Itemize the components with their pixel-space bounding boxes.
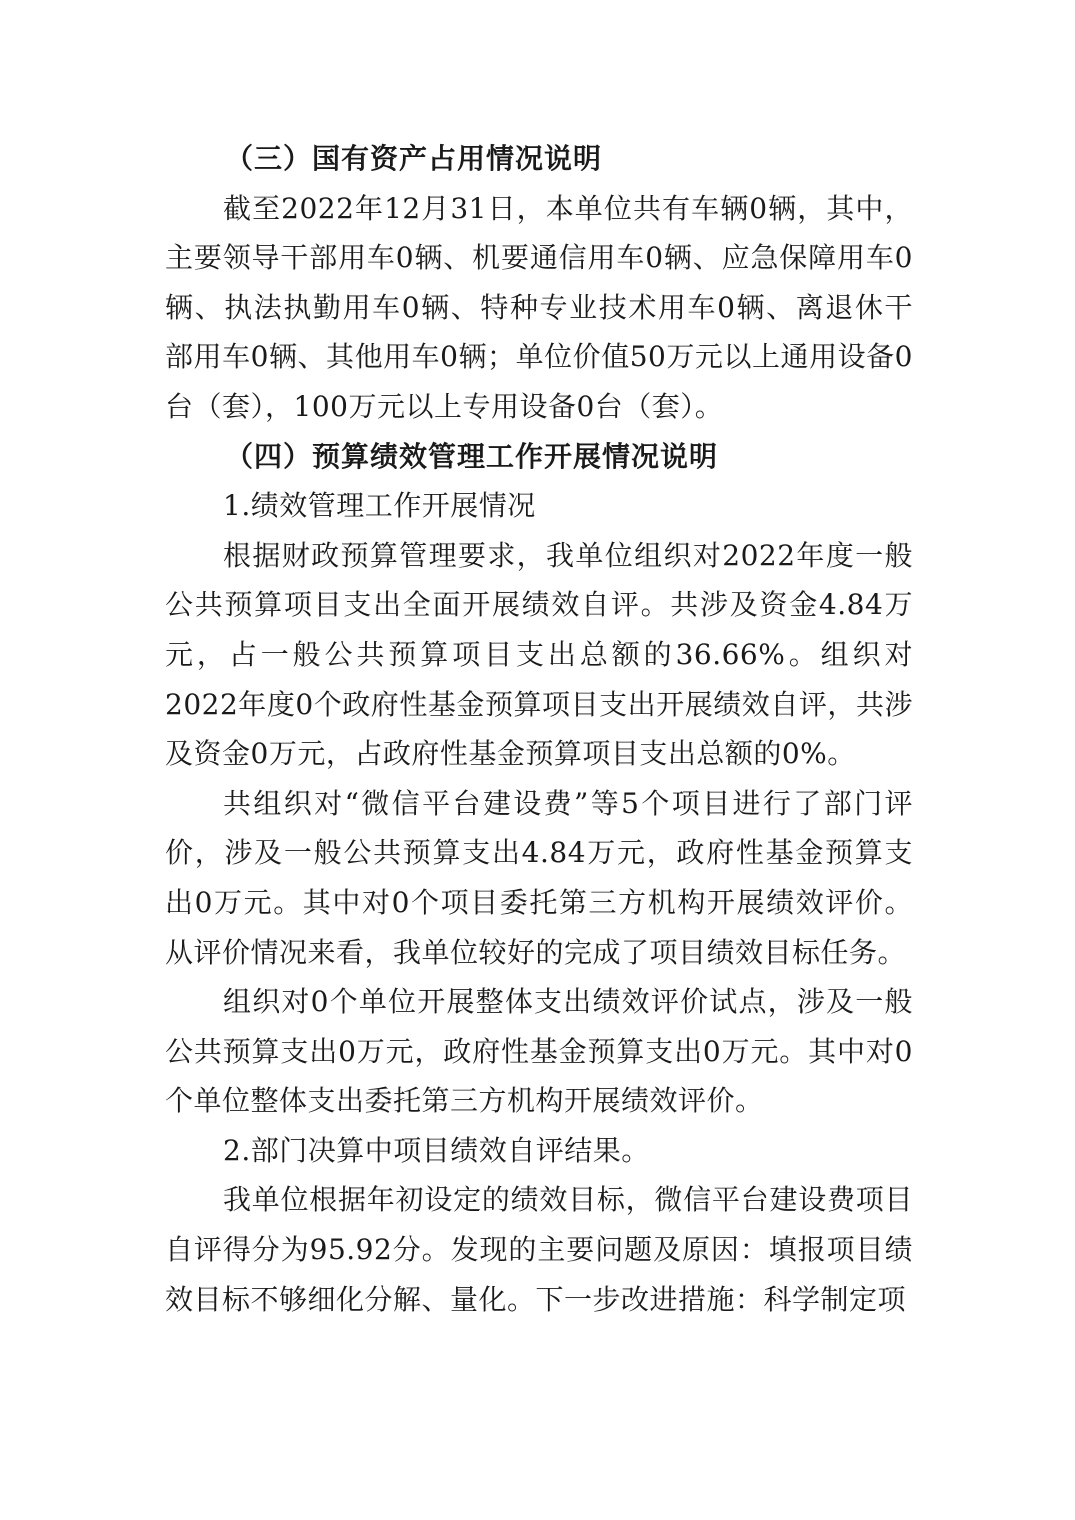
subheading-self-evaluation-results: 2.部门决算中项目绩效自评结果。 [223, 1133, 650, 1167]
paragraph-overall-evaluation: 组织对0个单位开展整体支出绩效评价试点，涉及一般公共预算支出0万元，政府性基金预算支出0万元。其中对0个单位整体支出委托第三方机构开展绩效评价。 [165, 985, 913, 1118]
document-page [165, 134, 913, 1324]
subheading-performance-work: 1.绩效管理工作开展情况 [223, 489, 536, 523]
section-heading-assets: （三）国有资产占用情况说明 [225, 142, 603, 175]
paragraph-vehicles-equipment: 截至2022年12月31日，本单位共有车辆0辆，其中，主要领导干部用车0辆、机要通信用车0辆、应急保障用车0辆、执法执勤用车0辆、特种专业技术用车0辆、离退休干部用车0辆、其他用车0辆；单位价值50万元以上通用设备0台（套），100万元以上专用设备0台（套）。 [165, 191, 913, 423]
paragraph-department-evaluation: 共组织对“微信平台建设费”等5个项目进行了部门评价，涉及一般公共预算支出4.84万元，政府性基金预算支出0万元。其中对0个项目委托第三方机构开展绩效评价。从评价情况来看，我单位较好的完成了项目绩效目标任务。 [165, 786, 913, 969]
section-heading-performance: （四）预算绩效管理工作开展情况说明 [225, 439, 719, 473]
paragraph-self-evaluation: 根据财政预算管理要求，我单位组织对2022年度一般公共预算项目支出全面开展绩效自评。共涉及资金4.84万元，占一般公共预算项目支出总额的36.66%。组织对2022年度0个政府性基金预算项目支出开展绩效自评，共涉及资金0万元，占政府性基金预算项目支出总额的0%。 [165, 538, 913, 771]
paragraph-project-score: 我单位根据年初设定的绩效目标，微信平台建设费项目自评得分为95.92分。发现的主要问题及原因：填报项目绩效目标不够细化分解、量化。下一步改进措施：科学制定项 [165, 1183, 913, 1316]
